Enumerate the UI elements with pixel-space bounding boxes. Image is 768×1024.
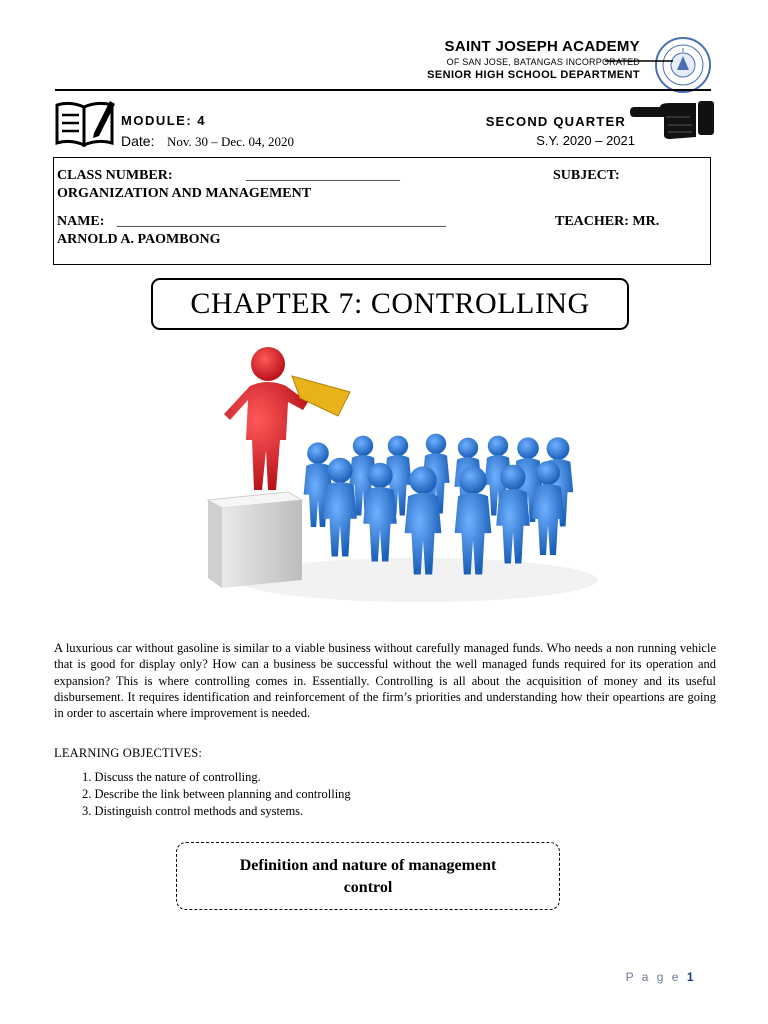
leader-crowd-illustration xyxy=(168,340,604,610)
quarter-label: SECOND QUARTER xyxy=(485,114,626,129)
chapter-title: CHAPTER 7: CONTROLLING xyxy=(151,278,629,330)
header-divider xyxy=(55,89,711,91)
section-heading-line-2: control xyxy=(343,879,393,896)
crowd xyxy=(304,434,574,575)
class-number-blank[interactable]: ______________________ xyxy=(246,168,400,183)
subject-label: SUBJECT: xyxy=(553,168,620,183)
name-label: NAME: xyxy=(57,214,105,229)
teacher-label: TEACHER: MR. xyxy=(555,214,660,229)
page-number xyxy=(626,970,696,984)
pointing-hand-icon xyxy=(630,95,716,141)
date-label: Date: xyxy=(121,133,155,149)
section-heading-line-1: Definition and nature of management xyxy=(239,857,497,874)
learning-objectives-heading: LEARNING OBJECTIVES: xyxy=(54,746,203,760)
objective-item-2: 2. Describe the link between planning and controlling xyxy=(82,787,351,801)
school-name: SAINT JOSEPH ACADEMY xyxy=(444,38,640,55)
department-name: SENIOR HIGH SCHOOL DEPARTMENT xyxy=(427,69,640,81)
school-year: S.Y. 2020 – 2021 xyxy=(536,133,635,148)
module-number: MODULE: 4 xyxy=(121,113,206,128)
subject-value: ORGANIZATION AND MANAGEMENT xyxy=(57,186,312,201)
class-number-label: CLASS NUMBER: xyxy=(57,168,173,183)
objective-item-1: 1. Discuss the nature of controlling. xyxy=(82,770,261,784)
section-heading xyxy=(176,855,560,899)
book-pencil-icon xyxy=(54,97,116,149)
name-blank[interactable]: _______________________________________________ xyxy=(117,214,446,229)
school-seal-icon xyxy=(654,36,712,94)
objective-item-3: 3. Distinguish control methods and systems. xyxy=(82,804,304,818)
page-number-value: 1 xyxy=(686,970,696,984)
intro-paragraph: A luxurious car without gasoline is similar to a viable business without carefully managed funds. Who needs a non running vehicle that is good for display only? How can a business be successful without the well managed funds required for its operation and expansion? This is where controlling comes in. Essentially. Controlling is all about the acquisition of money and its useful disbursement. It requires identification and reinforcement of the firm’s priorities and understanding how their opeartions are going in order to ascertain where improvement is needed. xyxy=(54,641,716,721)
school-location: OF SAN JOSE, BATANGAS INCORPORATED xyxy=(446,57,640,67)
date-value: Nov. 30 – Dec. 04, 2020 xyxy=(167,134,294,149)
page-label: P a g e xyxy=(625,970,681,984)
seal-pointer-line xyxy=(605,58,675,64)
teacher-value: ARNOLD A. PAOMBONG xyxy=(57,232,221,247)
